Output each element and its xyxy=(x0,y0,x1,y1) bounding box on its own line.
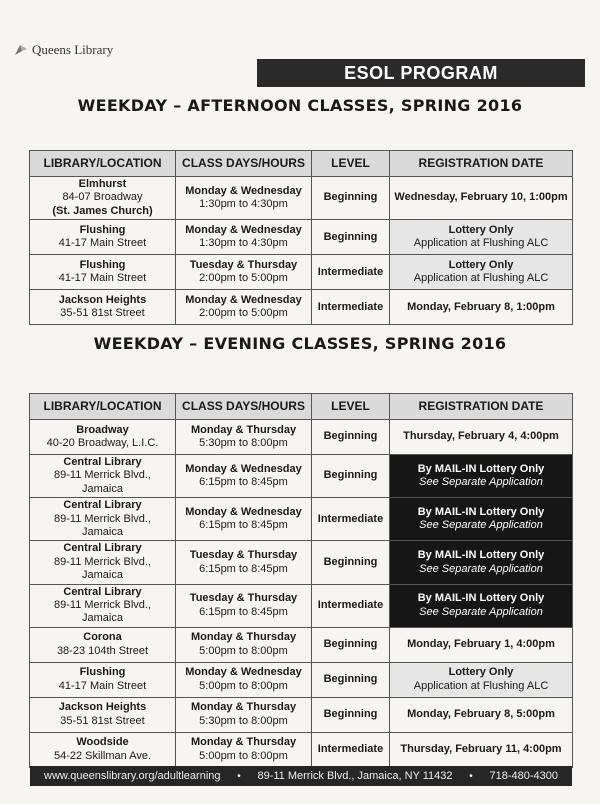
location-address: 54-22 Skillman Ave. xyxy=(53,749,152,762)
location-name: Jackson Heights xyxy=(58,701,147,714)
registration-note: See Separate Application xyxy=(419,605,543,618)
table-row xyxy=(30,177,573,220)
class-days: Tuesday & Thursday xyxy=(189,549,298,562)
registration-date: By MAIL-IN Lottery Only xyxy=(417,505,545,518)
location-name: Corona xyxy=(83,631,122,644)
class-days: Monday & Wednesday xyxy=(185,462,302,475)
table-row xyxy=(30,220,573,255)
location-cell xyxy=(30,697,176,732)
location-address: 41-17 Main Street xyxy=(58,272,147,285)
location-address: 89-11 Merrick Blvd., Jamaica xyxy=(54,512,151,539)
registration-date: By MAIL-IN Lottery Only xyxy=(417,549,545,562)
location-name: Jackson Heights xyxy=(58,293,147,306)
class-days: Monday & Wednesday xyxy=(185,184,302,197)
column-header-days: CLASS DAYS/HOURS xyxy=(176,151,312,177)
level-cell: Beginning xyxy=(312,662,390,697)
days-cell xyxy=(176,255,312,290)
class-hours: 5:30pm to 8:00pm xyxy=(199,437,288,449)
location-name: Broadway xyxy=(76,423,129,436)
class-days: Monday & Thursday xyxy=(190,736,297,749)
registration-date: Monday, February 8, 5:00pm xyxy=(407,708,555,721)
class-days: Tuesday & Thursday xyxy=(189,592,298,605)
class-hours: 5:00pm to 8:00pm xyxy=(199,644,288,657)
registration-date: Thursday, February 11, 4:00pm xyxy=(400,743,562,756)
registration-date: Monday, February 1, 4:00pm xyxy=(407,638,555,651)
registration-cell xyxy=(390,177,573,220)
registration-note: Application at Flushing ALC xyxy=(413,679,549,692)
registration-note: Application at Flushing ALC xyxy=(413,237,549,250)
class-days: Monday & Thursday xyxy=(190,631,297,644)
days-cell xyxy=(176,455,312,498)
table-row xyxy=(30,455,573,498)
level-cell: Intermediate xyxy=(312,498,390,541)
location-cell xyxy=(30,584,176,627)
table-row xyxy=(30,697,573,732)
class-hours: 5:00pm to 8:00pm xyxy=(199,749,288,762)
location-cell xyxy=(30,627,176,662)
registration-cell xyxy=(390,420,573,455)
queens-library-logo xyxy=(14,42,113,58)
class-days: Monday & Thursday xyxy=(190,423,297,436)
location-address: 41-17 Main Street xyxy=(58,679,147,692)
table-row xyxy=(30,627,573,662)
registration-cell xyxy=(390,290,573,325)
days-cell xyxy=(176,220,312,255)
registration-cell xyxy=(390,732,573,767)
class-hours: 5:00pm to 8:00pm xyxy=(199,679,288,692)
level-cell: Beginning xyxy=(312,177,390,220)
location-cell xyxy=(30,290,176,325)
days-cell xyxy=(176,697,312,732)
location-name: Central Library xyxy=(63,499,142,512)
registration-cell xyxy=(390,662,573,697)
registration-cell xyxy=(390,584,573,627)
days-cell xyxy=(176,498,312,541)
class-hours: 2:00pm to 5:00pm xyxy=(199,272,288,285)
level-cell: Beginning xyxy=(312,697,390,732)
registration-cell xyxy=(390,541,573,584)
footer-website[interactable]: www.queenslibrary.org/adultlearning xyxy=(44,770,221,782)
registration-note: Application at Flushing ALC xyxy=(413,272,549,285)
class-hours: 1:30pm to 4:30pm xyxy=(199,198,288,211)
table-row xyxy=(30,255,573,290)
registration-date: Lottery Only xyxy=(448,223,514,236)
footer-bar xyxy=(30,766,572,786)
level-cell: Beginning xyxy=(312,420,390,455)
column-header-registration: REGISTRATION DATE xyxy=(390,151,573,177)
class-hours: 6:15pm to 8:45pm xyxy=(199,605,288,618)
level-cell: Intermediate xyxy=(312,732,390,767)
location-address: 41-17 Main Street xyxy=(58,237,147,250)
evening-section-title: WEEKDAY – EVENING CLASSES, SPRING 2016 xyxy=(93,334,507,353)
class-days: Monday & Wednesday xyxy=(185,223,302,236)
days-cell xyxy=(176,420,312,455)
days-cell xyxy=(176,541,312,584)
registration-note: See Separate Application xyxy=(419,476,543,489)
class-days: Monday & Thursday xyxy=(190,701,297,714)
registration-cell xyxy=(390,455,573,498)
location-address: 38-23 104th Street xyxy=(56,644,149,657)
registration-note: See Separate Application xyxy=(419,562,543,575)
table-row xyxy=(30,420,573,455)
days-cell xyxy=(176,732,312,767)
footer-separator: • xyxy=(469,770,473,782)
days-cell xyxy=(176,177,312,220)
table-row xyxy=(30,541,573,584)
class-hours: 5:30pm to 8:00pm xyxy=(199,714,288,727)
level-cell: Beginning xyxy=(312,220,390,255)
book-leaf-icon xyxy=(14,43,28,57)
class-hours: 1:30pm to 4:30pm xyxy=(199,237,288,250)
location-cell xyxy=(30,220,176,255)
registration-date: Wednesday, February 10, 1:00pm xyxy=(394,191,568,204)
column-header-days: CLASS DAYS/HOURS xyxy=(176,394,312,420)
location-cell xyxy=(30,498,176,541)
footer-phone: 718-480-4300 xyxy=(489,770,558,782)
location-cell xyxy=(30,420,176,455)
location-name: Flushing xyxy=(79,223,126,236)
location-name: Central Library xyxy=(63,585,142,598)
location-address: 35-51 81st Street xyxy=(60,307,145,320)
registration-date: Monday, February 8, 1:00pm xyxy=(407,300,555,313)
registration-cell xyxy=(390,697,573,732)
class-hours: 2:00pm to 5:00pm xyxy=(199,307,288,320)
column-header-level: LEVEL xyxy=(312,151,390,177)
level-cell: Beginning xyxy=(312,455,390,498)
class-hours: 6:15pm to 8:45pm xyxy=(199,476,288,489)
registration-date: By MAIL-IN Lottery Only xyxy=(417,462,545,475)
location-cell xyxy=(30,455,176,498)
location-name: Central Library xyxy=(63,456,142,468)
table-row xyxy=(30,584,573,627)
class-hours: 6:15pm to 8:45pm xyxy=(199,519,288,532)
evening-schedule-table xyxy=(29,393,573,768)
registration-date: By MAIL-IN Lottery Only xyxy=(417,592,545,605)
class-hours: 6:15pm to 8:45pm xyxy=(199,562,288,575)
class-days: Monday & Wednesday xyxy=(185,505,302,518)
program-banner: ESOL PROGRAM xyxy=(257,59,585,87)
location-cell xyxy=(30,732,176,767)
days-cell xyxy=(176,662,312,697)
location-address: 89-11 Merrick Blvd., Jamaica xyxy=(54,555,151,582)
level-cell: Beginning xyxy=(312,627,390,662)
registration-note: See Separate Application xyxy=(419,519,543,532)
registration-date: Lottery Only xyxy=(448,666,514,679)
registration-cell xyxy=(390,255,573,290)
location-address: 89-11 Merrick Blvd., Jamaica xyxy=(54,469,151,495)
class-days: Tuesday & Thursday xyxy=(189,258,298,271)
level-cell: Intermediate xyxy=(312,584,390,627)
location-cell xyxy=(30,541,176,584)
logo-text: Queens Library xyxy=(32,42,114,57)
column-header-level: LEVEL xyxy=(312,394,390,420)
registration-date: Thursday, February 4, 4:00pm xyxy=(403,430,559,443)
column-header-location: LIBRARY/LOCATION xyxy=(30,394,176,420)
days-cell xyxy=(176,584,312,627)
table-header-row xyxy=(30,394,573,420)
registration-cell xyxy=(390,627,573,662)
location-address: 89-11 Merrick Blvd., Jamaica xyxy=(54,599,151,625)
class-days: Monday & Wednesday xyxy=(185,666,302,679)
level-cell: Beginning xyxy=(312,541,390,584)
location-name: Woodside xyxy=(76,736,129,749)
table-row xyxy=(30,732,573,767)
class-days: Monday & Wednesday xyxy=(185,293,302,306)
location-name: Flushing xyxy=(79,666,126,679)
days-cell xyxy=(176,627,312,662)
footer-address: 89-11 Merrick Blvd., Jamaica, NY 11432 xyxy=(257,770,453,782)
registration-date: Lottery Only xyxy=(448,258,514,271)
column-header-registration: REGISTRATION DATE xyxy=(390,394,573,420)
location-name: Central Library xyxy=(63,542,142,555)
table-row xyxy=(30,662,573,697)
column-header-location: LIBRARY/LOCATION xyxy=(30,151,176,177)
registration-cell xyxy=(390,498,573,541)
location-address: 40-20 Broadway, L.I.C. xyxy=(46,437,159,449)
location-note: (St. James Church) xyxy=(52,204,153,217)
location-name: Elmhurst xyxy=(78,178,127,190)
location-address: 84-07 Broadway xyxy=(62,191,143,204)
afternoon-section-title: WEEKDAY – AFTERNOON CLASSES, SPRING 2016 xyxy=(77,96,523,115)
location-address: 35-51 81st Street xyxy=(60,714,145,727)
location-cell xyxy=(30,255,176,290)
level-cell: Intermediate xyxy=(312,290,390,325)
level-cell: Intermediate xyxy=(312,255,390,290)
location-cell xyxy=(30,662,176,697)
registration-cell xyxy=(390,220,573,255)
days-cell xyxy=(176,290,312,325)
table-row xyxy=(30,290,573,325)
location-cell xyxy=(30,177,176,220)
table-header-row xyxy=(30,151,573,177)
footer-separator: • xyxy=(237,770,241,782)
afternoon-schedule-table xyxy=(29,150,573,325)
location-name: Flushing xyxy=(79,258,126,271)
table-row xyxy=(30,498,573,541)
